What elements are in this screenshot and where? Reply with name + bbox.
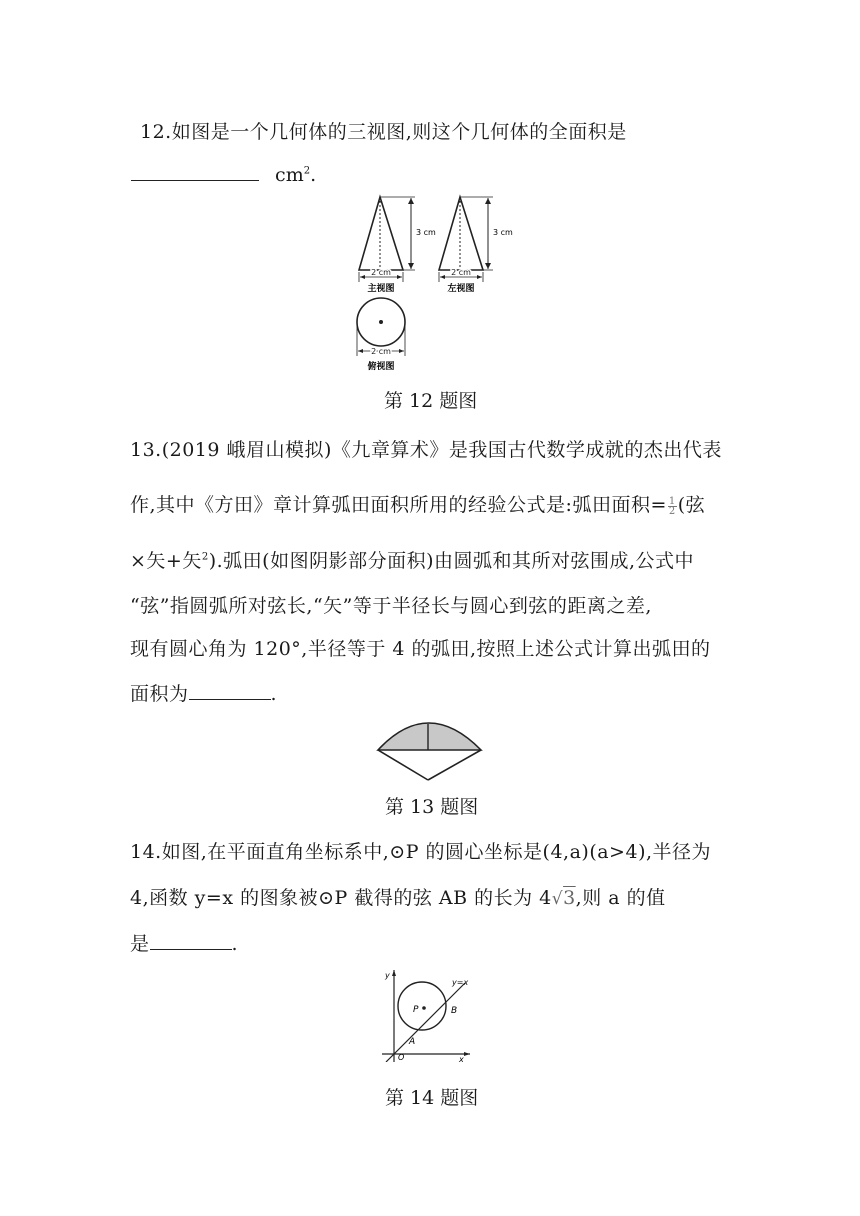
q12-top-view bbox=[357, 298, 405, 372]
q14-line3-text: 是 bbox=[130, 933, 150, 955]
q12-unit: cm bbox=[275, 164, 304, 186]
circle-p bbox=[398, 982, 446, 1030]
q14-line3 bbox=[130, 929, 238, 956]
q14-line1: 14.如图,在平面直角坐标系中,⊙P 的圆心坐标是(4,a)(a>4),半径为 bbox=[130, 841, 712, 863]
q14-line2 bbox=[130, 883, 666, 910]
q13-line6-end: . bbox=[270, 683, 278, 705]
origin-label: O bbox=[398, 1053, 405, 1062]
q13-fraction bbox=[668, 497, 677, 516]
q12-unit-end: . bbox=[310, 164, 317, 186]
q14-sqrt-sign: √ bbox=[551, 889, 564, 909]
q13-line6-text: 面积为 bbox=[130, 683, 189, 705]
q13-shaded-segment bbox=[378, 723, 481, 750]
q12-top-width-label: 2 cm bbox=[371, 347, 391, 356]
point-a-label: A bbox=[409, 1037, 416, 1047]
q13-line6 bbox=[130, 679, 277, 706]
q14-line2-post: ,则 a 的值 bbox=[575, 887, 666, 909]
q12-left-view-label: 左视图 bbox=[447, 284, 475, 294]
q14-line2-pre: 4,函数 y=x 的图象被⊙P 截得的弦 AB 的长为 4 bbox=[130, 887, 552, 909]
x-axis-label: x bbox=[459, 1055, 464, 1062]
q13-line3-pre: ×矢+矢 bbox=[130, 550, 202, 572]
q12-three-views-figure bbox=[345, 190, 515, 375]
q12-front-width-label: 2 cm bbox=[371, 268, 391, 277]
q12-front-height-label: 3 cm bbox=[416, 228, 436, 237]
q13-line5: 现有圆心角为 120°,半径等于 4 的弧田,按照上述公式计算出弧田的 bbox=[130, 638, 711, 660]
line-y-equals-x bbox=[386, 983, 465, 1062]
q13-line2 bbox=[130, 490, 705, 517]
q12-caption: 第 12 题图 bbox=[384, 390, 478, 412]
q13-line3 bbox=[130, 546, 694, 573]
q13-line4: “弦”指圆弧所对弦长,“矢”等于半径长与圆心到弦的距离之差, bbox=[130, 595, 652, 617]
q12-top-view-label: 俯视图 bbox=[367, 362, 395, 372]
q12-left-height-label: 3 cm bbox=[493, 228, 513, 237]
q14-line3-end: . bbox=[231, 933, 239, 955]
q13-caption: 第 13 题图 bbox=[385, 796, 479, 818]
q12-unit-exp: 2 bbox=[303, 165, 311, 177]
q13-line1: 13.(2019 峨眉山模拟)《九章算术》是我国古代数学成就的杰出代表 bbox=[130, 439, 722, 461]
line-label: y=x bbox=[452, 978, 469, 987]
q12-left-width-label: 2 cm bbox=[451, 268, 471, 277]
point-b-label: B bbox=[451, 1006, 458, 1016]
q12-line2 bbox=[131, 162, 316, 186]
q13-answer-blank bbox=[189, 681, 271, 700]
q13-line3-post: ).弧田(如图阴影部分面积)由圆弧和其所对弦围成,公式中 bbox=[208, 550, 695, 572]
q13-line2-pre: 作,其中《方田》章计算弧田面积所用的经验公式是:弧田面积= bbox=[130, 494, 667, 516]
q14-caption: 第 14 题图 bbox=[385, 1087, 479, 1109]
q14-sqrt-arg: 3 bbox=[563, 887, 576, 909]
q12-left-view bbox=[439, 197, 513, 294]
q12-front-view bbox=[359, 197, 436, 294]
center-p-label: P bbox=[413, 1005, 419, 1015]
q13-frac-den: 2 bbox=[668, 505, 676, 517]
q13-frac-num: 1 bbox=[668, 495, 676, 507]
q12-answer-blank bbox=[131, 162, 259, 181]
q14-answer-blank bbox=[150, 931, 232, 950]
q13-line2-post: (弦 bbox=[677, 494, 706, 516]
q13-line3-exp: 2 bbox=[201, 551, 209, 563]
q14-coordinate-figure bbox=[378, 966, 474, 1062]
q12-front-view-label: 主视图 bbox=[367, 284, 395, 294]
q13-arc-field-figure bbox=[370, 710, 490, 784]
y-axis-label: y bbox=[385, 971, 390, 980]
q12-line1: 12.如图是一个几何体的三视图,则这个几何体的全面积是 bbox=[140, 121, 627, 143]
